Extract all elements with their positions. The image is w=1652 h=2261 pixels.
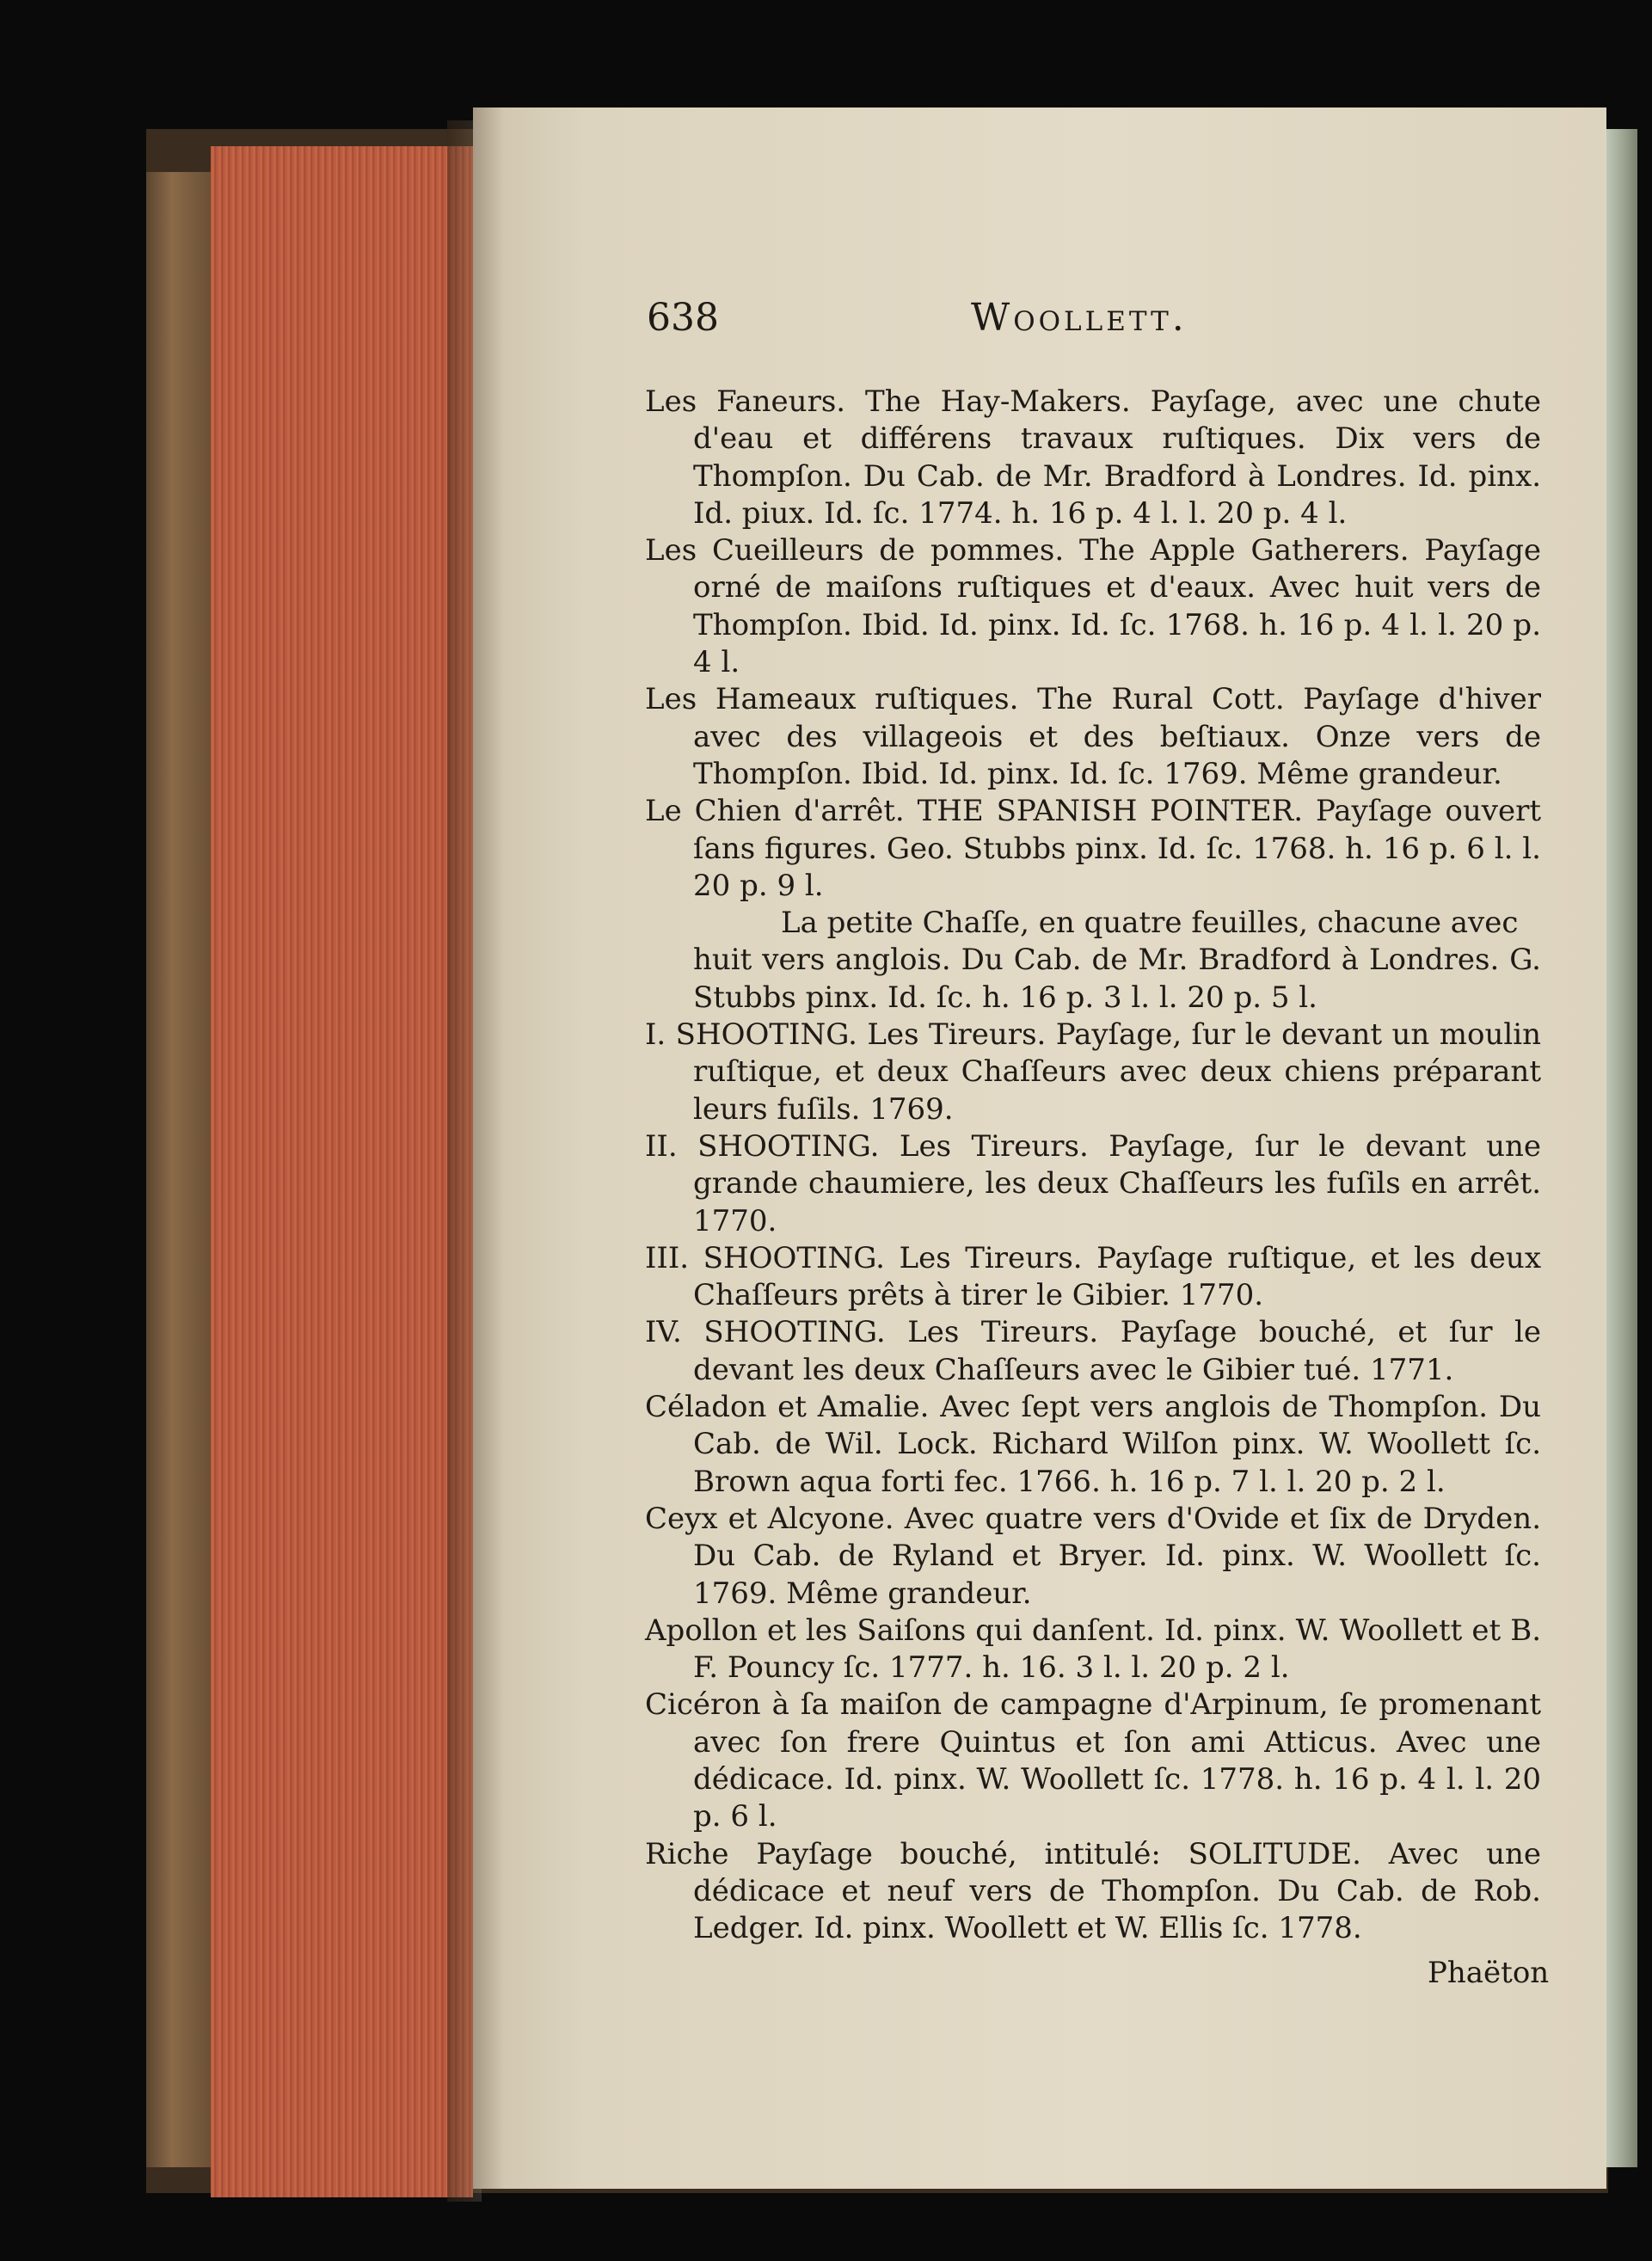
series-entry: II. SHOOTING. Les Tireurs. Payſage, ſur le devant une grande chaumiere, les deux Chaſſeurs les fuſils en arrêt. 1770.: [645, 1128, 1541, 1238]
running-title: Woollett.: [971, 296, 1188, 340]
page-text: [645, 384, 1541, 1947]
page-gutter-shade: [473, 108, 504, 2189]
series-entry: I. SHOOTING. Les Tireurs. Payſage, ſur le devant un moulin ruſtique, et deux Chaſſeurs avec deux chiens préparant leurs fuſils. 1769.: [645, 1017, 1541, 1127]
series-entry: III. SHOOTING. Les Tireurs. Payſage ruſtique, et les deux Chaſſeurs prêts à tirer le Gibier. 1770.: [645, 1240, 1541, 1313]
series-heading: [645, 905, 1541, 1017]
cover-spine-strip: [146, 172, 211, 2167]
running-head: [647, 296, 1300, 347]
series-entry: IV. SHOOTING. Les Tireurs. Payſage bouché, et ſur le devant les deux Chaſſeurs avec le Gibier tué. 1771.: [645, 1315, 1541, 1387]
catalog-entry: Apollon et les Saiſons qui danſent. Id. pinx. W. Woollett et B. F. Pouncy ſc. 1777. h. 16. 3 l. l. 20 p. 2 l.: [645, 1613, 1541, 1686]
catalog-entry: Les Faneurs. The Hay-Makers. Payſage, avec une chute d'eau et différens travaux ruſtiques. Dix vers de Thompſon. Du Cab. de Mr. Bradford à Londres. Id. pinx. Id. piux. Id. ſc. 1774. h. 16 p. 4 l. l. 20 p. 4 l.: [645, 384, 1541, 531]
catalog-entry: Le Chien d'arrêt. THE SPANISH POINTER. Payſage ouvert ſans figures. Geo. Stubbs pinx. Id. ſc. 1768. h. 16 p. 6 l. l. 20 p. 9 l.: [645, 794, 1541, 903]
page-edges: [211, 146, 473, 2197]
catalog-entry: Cicéron à ſa maiſon de campagne d'Arpinum, ſe promenant avec ſon frere Quintus et ſon ami Atticus. Avec une dédicace. Id. pinx. W. Woollett ſc. 1778. h. 16 p. 4 l. l. 20 p. 6 l.: [645, 1687, 1541, 1834]
catalog-entry: Céladon et Amalie. Avec ſept vers anglois de Thompſon. Du Cab. de Wil. Lock. Richard Wilſon pinx. W. Woollett ſc. Brown aqua forti fec. 1766. h. 16 p. 7 l. l. 20 p. 2 l.: [645, 1390, 1541, 1499]
catalog-entry: Les Hameaux ruſtiques. The Rural Cott. Payſage d'hiver avec des villageois et des beſtiaux. Onze vers de Thompſon. Ibid. Id. pinx. Id. ſc. 1769. Même grandeur.: [645, 682, 1541, 791]
catalog-entry: Les Cueilleurs de pommes. The Apple Gatherers. Payſage orné de maiſons ruſtiques et d'eaux. Avec huit vers de Thompſon. Ibid. Id. pinx. Id. ſc. 1768. h. 16 p. 4 l. l. 20 p. 4 l.: [645, 533, 1541, 680]
right-page-edge: [1601, 129, 1637, 2167]
catalog-entry: Ceyx et Alcyone. Avec quatre vers d'Ovide et ſix de Dryden. Du Cab. de Ryland et Bryer. Id. pinx. W. Woollett ſc. 1769. Même grandeur.: [645, 1501, 1541, 1611]
catalog-entry: Riche Payſage bouché, intitulé: SOLITUDE. Avec une dédicace et neuf vers de Thompſon. Du Cab. de Rob. Ledger. Id. pinx. Woollett et W. Ellis ſc. 1778.: [645, 1836, 1541, 1946]
page-number: 638: [647, 296, 719, 340]
catchword: Phaëton: [1428, 1956, 1550, 1990]
series-heading-first-line: La petite Chaſſe, en quatre feuilles, chacune avec: [781, 906, 1519, 941]
series-heading-rest: huit vers anglois. Du Cab. de Mr. Bradford à Londres. G. Stubbs pinx. Id. ſc. h. 16 p. 3 l. l. 20 p. 5 l.: [693, 943, 1541, 1015]
